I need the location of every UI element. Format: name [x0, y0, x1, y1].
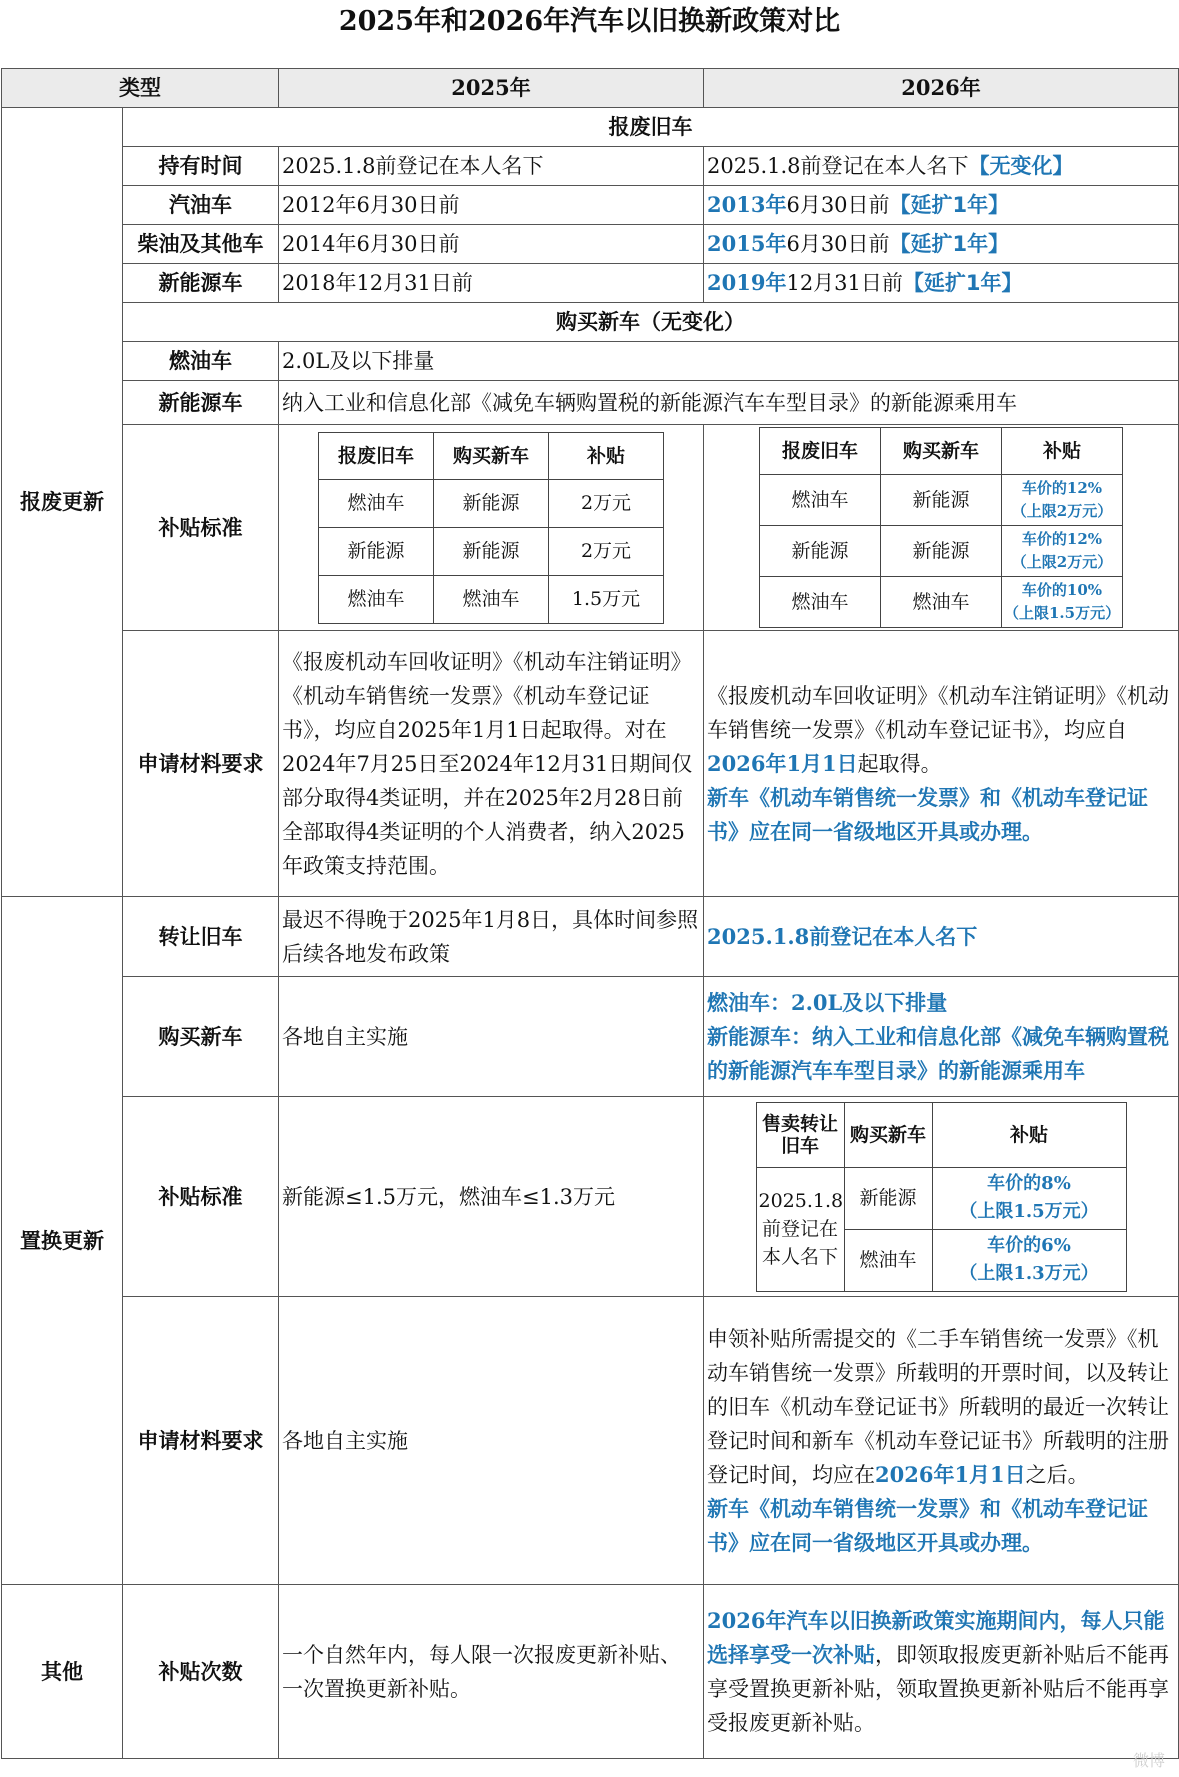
- sub-header: 购买新车: [844, 1102, 932, 1167]
- sub-cell: 2025.1.8前登记在本人名下: [756, 1167, 844, 1291]
- cell-2026: 2019年12月31日前【延扩1年】: [704, 264, 1179, 303]
- cell-2025: 各地自主实施: [279, 977, 704, 1097]
- sub-cell: 新能源: [760, 526, 881, 577]
- table-row: [2, 147, 1179, 186]
- sub-cell: 新能源: [434, 479, 549, 527]
- cell-2025: 2012年6月30日前: [279, 186, 704, 225]
- section-scrap-old: 报废旧车: [123, 108, 1179, 147]
- sub-cell: 燃油车: [319, 479, 434, 527]
- table-row: [2, 381, 1179, 425]
- policy-comparison-table: [1, 68, 1179, 1759]
- cell-2025: 一个自然年内，每人限一次报废更新补贴、一次置换更新补贴。: [279, 1585, 704, 1759]
- sub-cell: 燃油车: [881, 577, 1002, 628]
- cell-2026: 2026年汽车以旧换新政策实施期间内，每人只能选择享受一次补贴，即领取报废更新补贴后不能再享受置换更新补贴，领取置换更新补贴后不能再享受报废更新补贴。: [704, 1585, 1179, 1759]
- sub-row: [319, 575, 664, 623]
- sub-header: 报废旧车: [760, 428, 881, 475]
- cell-2026: 燃油车：2.0L及以下排量 新能源车：纳入工业和信息化部《减免车辆购置税的新能源汽车车型目录》的新能源乘用车: [704, 977, 1179, 1097]
- cell-2026: 申领补贴所需提交的《二手车销售统一发票》《机动车销售统一发票》所载明的开票时间，以及转让的旧车《机动车登记证书》所载明的最近一次转让登记时间和新车《机动车登记证书》所载明的注册登记时间，均应在2026年1月1日之后。 新车《机动车销售统一发票》和《机动车登记证书》应在同一省级地区开具或办理。: [704, 1297, 1179, 1585]
- watermark: 微博: [1132, 1751, 1165, 1770]
- table-row: [2, 425, 1179, 631]
- replace-subsidy-table: [756, 1102, 1127, 1292]
- cell-2025: 《报废机动车回收证明》《机动车注销证明》《机动车销售统一发票》《机动车登记证书》，均应自2025年1月1日起取得。对在2024年7月25日至2024年12月31日期间仅部分取得4类证明，并在2025年2月28日前全部取得4类证明的个人消费者，纳入2025年政策支持范围。: [279, 631, 704, 897]
- sub-header: 补贴: [1002, 428, 1123, 475]
- sub-header: 补贴: [932, 1102, 1126, 1167]
- sub-cell: 车价的12% （上限2万元）: [1002, 475, 1123, 526]
- sub-header: 报废旧车: [319, 432, 434, 479]
- sub-cell: 新能源: [319, 527, 434, 575]
- row-label: 补贴标准: [123, 425, 279, 631]
- page-title: 2025年和2026年汽车以旧换新政策对比: [338, 6, 841, 37]
- cell-2026: 2013年6月30日前【延扩1年】: [704, 186, 1179, 225]
- table-row: [2, 1097, 1179, 1297]
- row-label: 新能源车: [123, 264, 279, 303]
- header-2026: 2026年: [704, 69, 1179, 108]
- sub-cell: 新能源: [881, 526, 1002, 577]
- table-header-row: [2, 69, 1179, 108]
- table-row: [2, 342, 1179, 381]
- sub-header: 补贴: [549, 432, 664, 479]
- sub-row: [760, 577, 1123, 628]
- table-row: [2, 264, 1179, 303]
- table-row: [2, 186, 1179, 225]
- category-replace: 置换更新: [2, 897, 123, 1585]
- row-label: 转让旧车: [123, 897, 279, 977]
- table-row: [2, 225, 1179, 264]
- cell-2026: 2025.1.8前登记在本人名下【无变化】: [704, 147, 1179, 186]
- header-2025: 2025年: [279, 69, 704, 108]
- table-row: [2, 303, 1179, 342]
- cell-2026: [704, 1097, 1179, 1297]
- cell-2025: 新能源≤1.5万元，燃油车≤1.3万元: [279, 1097, 704, 1297]
- sub-header: 购买新车: [881, 428, 1002, 475]
- sub-cell: 2万元: [549, 479, 664, 527]
- table-row: [2, 1297, 1179, 1585]
- table-row: [2, 631, 1179, 897]
- sub-cell: 车价的10% （上限1.5万元）: [1002, 577, 1123, 628]
- cell-2025: 2018年12月31日前: [279, 264, 704, 303]
- sub-cell: 车价的6% （上限1.3万元）: [932, 1229, 1126, 1291]
- cell-2025: 最迟不得晚于2025年1月8日，具体时间参照后续各地发布政策: [279, 897, 704, 977]
- cell-value: 纳入工业和信息化部《减免车辆购置税的新能源汽车车型目录》的新能源乘用车: [279, 381, 1179, 425]
- cell-2026: 2015年6月30日前【延扩1年】: [704, 225, 1179, 264]
- sub-cell: 新能源: [881, 475, 1002, 526]
- sub-row: [760, 526, 1123, 577]
- row-label: 新能源车: [123, 381, 279, 425]
- row-label: 补贴次数: [123, 1585, 279, 1759]
- sub-cell: 车价的8% （上限1.5万元）: [932, 1167, 1126, 1229]
- cell-2026: 《报废机动车回收证明》《机动车注销证明》《机动车销售统一发票》《机动车登记证书》，均应自2026年1月1日起取得。 新车《机动车销售统一发票》和《机动车登记证书》应在同一省级地区开具或办理。: [704, 631, 1179, 897]
- category-other: 其他: [2, 1585, 123, 1759]
- subsidy-table-2025: [318, 432, 664, 624]
- sub-header: 售卖转让旧车: [756, 1102, 844, 1167]
- sub-cell: 燃油车: [760, 577, 881, 628]
- sub-row: [319, 527, 664, 575]
- row-label: 购买新车: [123, 977, 279, 1097]
- row-label: 申请材料要求: [123, 631, 279, 897]
- row-label: 持有时间: [123, 147, 279, 186]
- row-label: 柴油及其他车: [123, 225, 279, 264]
- cell-2025: [279, 425, 704, 631]
- row-label: 燃油车: [123, 342, 279, 381]
- sub-cell: 燃油车: [434, 575, 549, 623]
- subsidy-table-2026: [759, 427, 1123, 628]
- sub-cell: 燃油车: [319, 575, 434, 623]
- sub-cell: 燃油车: [844, 1229, 932, 1291]
- cell-2026: [704, 425, 1179, 631]
- row-label: 汽油车: [123, 186, 279, 225]
- table-row: [2, 1585, 1179, 1759]
- section-scrap-new: 购买新车（无变化）: [123, 303, 1179, 342]
- cell-2025: 2014年6月30日前: [279, 225, 704, 264]
- category-scrap: 报废更新: [2, 108, 123, 897]
- cell-value: 2.0L及以下排量: [279, 342, 1179, 381]
- sub-cell: 2万元: [549, 527, 664, 575]
- sub-row: [756, 1167, 1126, 1229]
- sub-cell: 1.5万元: [549, 575, 664, 623]
- cell-2025: 2025.1.8前登记在本人名下: [279, 147, 704, 186]
- sub-header: 购买新车: [434, 432, 549, 479]
- row-label: 补贴标准: [123, 1097, 279, 1297]
- row-label: 申请材料要求: [123, 1297, 279, 1585]
- sub-cell: 车价的12% （上限2万元）: [1002, 526, 1123, 577]
- table-row: [2, 108, 1179, 147]
- cell-2026: 2025.1.8前登记在本人名下: [704, 897, 1179, 977]
- sub-cell: 新能源: [434, 527, 549, 575]
- sub-row: [760, 475, 1123, 526]
- table-row: [2, 897, 1179, 977]
- header-type: 类型: [2, 69, 279, 108]
- sub-cell: 新能源: [844, 1167, 932, 1229]
- sub-row: [319, 479, 664, 527]
- sub-cell: 燃油车: [760, 475, 881, 526]
- table-row: [2, 977, 1179, 1097]
- cell-2025: 各地自主实施: [279, 1297, 704, 1585]
